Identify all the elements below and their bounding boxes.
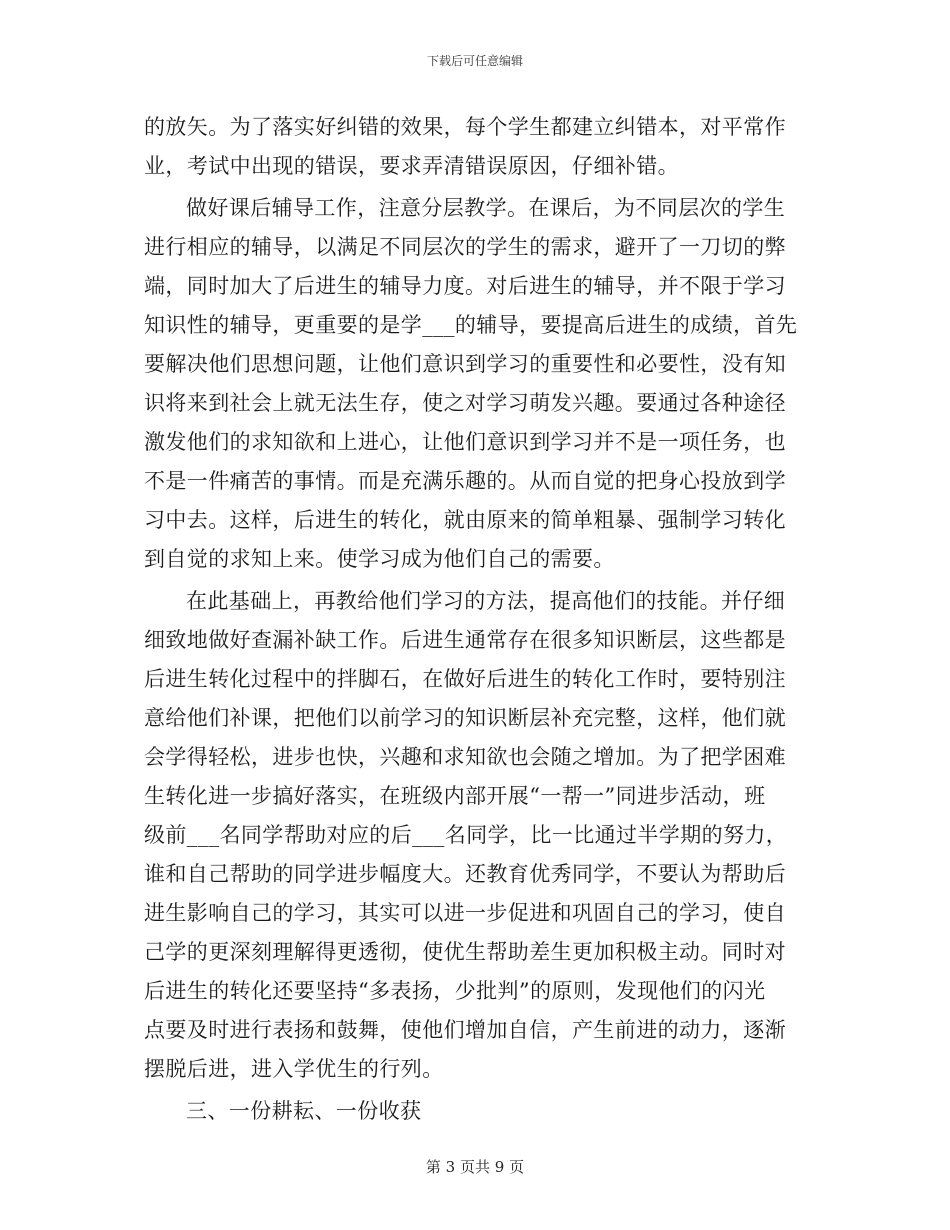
text-line: 业，考试中出现的错误，要求弄清错误原因，仔细补错。 [144,154,679,178]
text-line: 的放矢。为了落实好纠错的效果，每个学生都建立纠错本，对平常作 [144,115,786,139]
paragraph [144,1092,806,1131]
text-line: 己学的更深刻理解得更透彻，使优生帮助差生更加积极主动。同时对 [144,940,786,964]
text-line: 谁和自己帮助的同学进步幅度大。还教育优秀同学，不要认为帮助后 [144,862,786,886]
text-line: 意给他们补课，把他们以前学习的知识断层补充完整，这样，他们就 [144,706,786,730]
document-body [144,108,806,1131]
text-line: 会学得轻松，进步也快，兴趣和求知欲也会随之增加。为了把学困难 [144,745,786,769]
text-line: 习中去。这样，后进生的转化，就由原来的简单粗暴、强制学习转化 [144,508,786,532]
text-line: 进行相应的辅导，以满足不同层次的学生的需求，避开了一刀切的弊 [144,235,786,259]
text-line: 到自觉的求知上来。使学习成为他们自己的需要。 [144,547,615,571]
text-line: 细致地做好查漏补缺工作。后进生通常存在很多知识断层，这些都是 [144,628,786,652]
text-line: 三、一份耕耘、一份收获 [186,1099,422,1123]
paragraph [144,582,806,1089]
page-header: 下载后可任意编辑 [426,54,523,68]
text-line: 级前___名同学帮助对应的后___名同学，比一比通过半学期的努力， [144,823,788,847]
text-line: 识将来到社会上就无法生存，使之对学习萌发兴趣。要通过各种途径 [144,391,786,415]
text-line: 要解决他们思想问题，让他们意识到学习的重要性和必要性，没有知 [144,352,786,376]
text-line: 激发他们的求知欲和上进心，让他们意识到学习并不是一项任务，也 [144,430,786,454]
text-line: 后进生转化过程中的拌脚石，在做好后进生的转化工作时，要特别注 [144,667,786,691]
text-line: 进生影响自己的学习，其实可以进一步促进和巩固自己的学习，使自 [144,901,786,925]
page-footer: 第 3 页共 9 页 [425,1158,525,1176]
text-line: 点要及时进行表扬和鼓舞，使他们增加自信，产生前进的动力，逐渐 [144,1018,786,1042]
text-line: 在此基础上，再教给他们学习的方法，提高他们的技能。并仔细 [186,589,786,613]
text-line: 知识性的辅导，更重要的是学___的辅导，要提高后进生的成绩，首先 [144,313,798,337]
paragraph [144,189,806,579]
paragraph [144,108,806,186]
text-line: 摆脱后进，进入学优生的行列。 [144,1057,444,1081]
text-line: 后进生的转化还要坚持“多表扬，少批判”的原则，发现他们的闪光 [144,979,766,1003]
text-line: 端，同时加大了后进生的辅导力度。对后进生的辅导，并不限于学习 [144,274,786,298]
text-line: 生转化进一步搞好落实，在班级内部开展“一帮一”同进步活动，班 [144,784,766,808]
text-line: 做好课后辅导工作，注意分层教学。在课后，为不同层次的学生 [186,196,786,220]
text-line: 不是一件痛苦的事情。而是充满乐趣的。从而自觉的把身心投放到学 [144,469,786,493]
